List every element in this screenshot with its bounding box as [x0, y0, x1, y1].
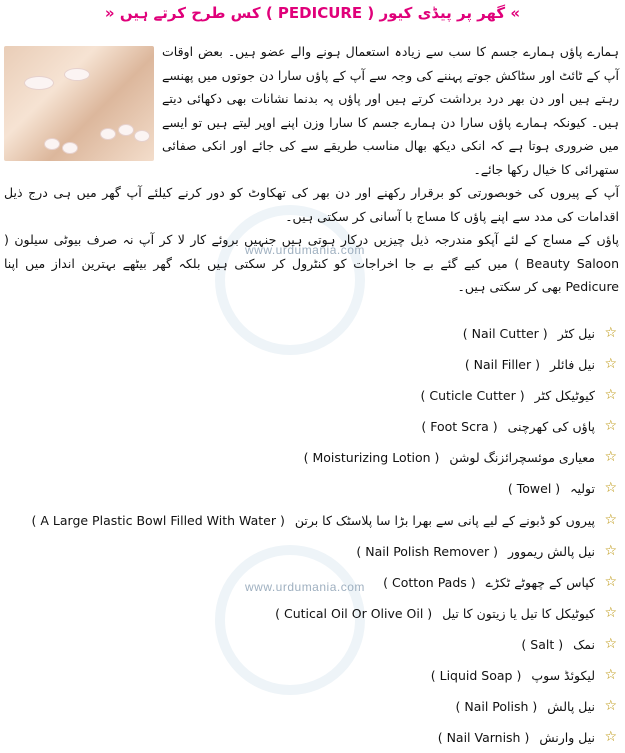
- star-icon: ☆: [604, 604, 617, 621]
- watermark-text-bottom: www.urdumania.com: [245, 580, 365, 594]
- feet-photo: [4, 46, 154, 161]
- star-icon: ☆: [604, 480, 617, 497]
- list-item: ☆ نیل کٹر ( Nail Cutter ): [37, 318, 617, 349]
- beauty-saloon-text: ( Beauty Saloon ): [4, 232, 619, 271]
- list-item: ☆ نیل پالش ریموور ( Nail Polish Remover ): [37, 536, 617, 567]
- intro-paragraph-1: ہمارے پاؤں ہمارے جسم کا سب سے زیادہ استعمال ہونے والے عضو ہیں۔ بعض اوقات آپ کے ٹائٹ اور سٹاکش جوتے پہننے کی وجہ سے آپ کے پاؤں سارا دن جوتوں میں پھنسے رہتے ہیں اور دن بھر درد برداشت کرتے ہیں اور پاؤں پہ بدنما نشانات بھی دکھائی دیتے ہیں۔ کیونکہ ہمارے پاؤں سارا دن ہمارے جسم کا سارا وزن اپنے اوپر لیتے ہیں تو ایسے میں ضروری ہوتا ہے کہ انکی دیکھ بھال مناسب طریقے سے کی جائے اور انکی صفائی ستھرائی کا خیال رکھا جائے۔: [162, 44, 619, 177]
- watermark-text-top: www.urdumania.com: [245, 243, 365, 257]
- title-urdu-tail: کس طرح کرتے ہیں: [119, 4, 261, 22]
- list-item: ☆ کیوٹیکل کٹر ( Cuticle Cutter ): [37, 380, 617, 411]
- list-item: ☆ معیاری موئسچرائزنگ لوشن ( Moisturizing Lotion ): [37, 442, 617, 473]
- star-icon: ☆: [604, 542, 617, 559]
- star-icon: ☆: [604, 511, 617, 528]
- supplies-list: [31, 318, 617, 753]
- list-item: ☆ تولیہ ( Towel ): [37, 473, 617, 504]
- star-icon: ☆: [604, 667, 617, 684]
- list-item: ☆ نمک ( Salt ): [37, 629, 617, 660]
- list-item: ☆ کیوٹیکل کا تیل یا زیتون کا تیل ( Cutical Oil Or Olive Oil ): [37, 598, 617, 629]
- title-ornament-left: «: [104, 4, 115, 22]
- star-icon: ☆: [604, 635, 617, 652]
- star-icon: ☆: [604, 325, 617, 341]
- list-item: ☆ پاؤں کی کھرچنی ( Foot Scra ): [37, 411, 617, 442]
- title-latin: ( PEDICURE ): [265, 4, 375, 22]
- star-icon: ☆: [604, 418, 617, 435]
- title-urdu: گھر پر پیڈی کیور: [379, 4, 506, 22]
- star-icon: ☆: [604, 698, 617, 715]
- star-icon: ☆: [604, 356, 617, 373]
- article-intro: [4, 40, 619, 299]
- intro-paragraph-2: آپ کے پیروں کی خوبصورتی کو برقرار رکھنے اور دن بھر کی تھکاوٹ کو دور کرنے کیلئے آپ گھر میں ہی درج ذیل اقدامات کی مدد سے اپنے پاؤں کا مساج با آسانی کر سکتی ہیں۔: [4, 185, 619, 224]
- list-item: ☆ نیل فائلر ( Nail Filler ): [37, 349, 617, 380]
- page-title: [0, 4, 625, 22]
- star-icon: ☆: [604, 573, 617, 590]
- list-item: ☆ نیل پالش ( Nail Polish ): [37, 691, 617, 722]
- list-item: ☆ لیکوئڈ سوپ ( Liquid Soap ): [37, 660, 617, 691]
- pedicure-text: Pedicure: [565, 279, 619, 294]
- list-item: ☆ پیروں کو ڈبونے کے لیے پانی سے بھرا بڑا سا پلاسٹک کا برتن ( A Large Plastic Bowl Filled With Water ): [37, 505, 617, 536]
- star-icon: ☆: [604, 729, 617, 746]
- list-item: ☆ نیل وارنش ( Nail Varnish ): [37, 722, 617, 753]
- list-item: ☆ کپاس کے چھوٹے ٹکڑے ( Cotton Pads ): [37, 567, 617, 598]
- star-icon: ☆: [604, 387, 617, 404]
- title-ornament-right: »: [510, 4, 521, 22]
- intro-paragraph-3: پاؤں کے مساج کے لئے آپکو مندرجہ ذیل چیزیں درکار ہوتی ہیں جنہیں بروئے کار لا کر آپ نہ صرف بیوٹی سیلون ( Beauty Saloon ) میں کیے گئے بے جا اخراجات کو کنٹرول کر سکتی ہیں بلکہ گھر بیٹھے بہترین انداز میں اپنا Pedicure بھی کر سکتی ہیں۔: [4, 232, 619, 294]
- star-icon: ☆: [604, 449, 617, 466]
